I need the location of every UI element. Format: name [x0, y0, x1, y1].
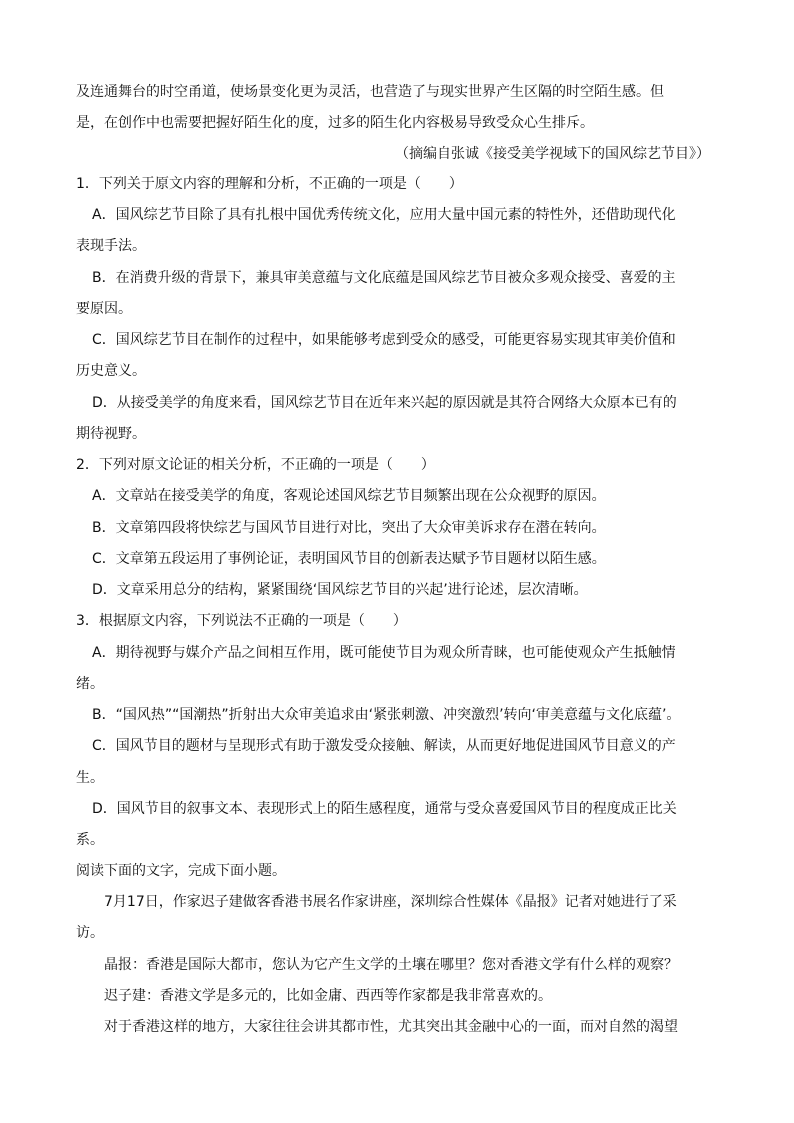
passage-line: 是，在创作中也需要把握好陌生化的度，过多的陌生化内容极易导致受众心生排斥。 [76, 115, 594, 131]
question-1-option-c: C．国风综艺节目在制作的过程中，如果能够考虑到受众的感受，可能更容易实现其审美价值和 [92, 332, 676, 348]
interview-paragraph: 对于香港这样的地方，大家往往会讲其都市性，尤其突出其金融中心的一面，而对自然的渴望 [104, 1019, 678, 1035]
question-1-option-a-cont: 表现手法。 [76, 238, 146, 254]
question-1-option-d: D．从接受美学的角度来看，国风综艺节目在近年来兴起的原因就是其符合网络大众原本已有的 [92, 395, 677, 411]
reading-instruction: 阅读下面的文字，完成下面小题。 [76, 863, 286, 879]
interview-intro-cont: 访。 [76, 925, 104, 941]
question-1-option-c-cont: 历史意义。 [76, 363, 146, 379]
question-3-option-c-cont: 生。 [76, 770, 104, 786]
passage-line: 及连通舞台的时空甬道，使场景变化更为灵活，也营造了与现实世界产生区隔的时空陌生感。但 [76, 84, 664, 100]
question-2-option-c: C．文章第五段运用了事例论证，表明国风节目的创新表达赋予节目题材以陌生感。 [92, 551, 606, 567]
question-3-option-d: D．国风节目的叙事文本、表现形式上的陌生感程度，通常与受众喜爱国风节目的程度成正比关 [92, 801, 677, 817]
interview-answer: 迟子建：香港文学是多元的，比如金庸、西西等作家都是我非常喜欢的。 [104, 988, 552, 1004]
question-1-option-d-cont: 期待视野。 [76, 426, 146, 442]
question-1-stem: 1．下列关于原文内容的理解和分析，不正确的一项是（ ） [76, 176, 463, 192]
question-3-option-b: B．“国风热”“国潮热”折射出大众审美追求由‘紧张刺激、冲突激烈’转向‘审美意蕴与文化底蕴’。 [92, 707, 681, 723]
question-1-option-b-cont: 要原因。 [76, 301, 132, 317]
question-2-stem: 2．下列对原文论证的相关分析，不正确的一项是（ ） [76, 457, 435, 473]
question-3-option-d-cont: 系。 [76, 832, 104, 848]
interview-intro: 7月17日，作家迟子建做客香港书展名作家讲座，深圳综合性媒体《晶报》记者对她进行了采 [104, 894, 677, 910]
interview-question: 晶报：香港是国际大都市，您认为它产生文学的土壤在哪里？您对香港文学有什么样的观察？ [104, 957, 678, 973]
question-3-stem: 3．根据原文内容，下列说法不正确的一项是（ ） [76, 613, 407, 629]
question-1-option-a: A．国风综艺节目除了具有扎根中国优秀传统文化，应用大量中国元素的特性外，还借助现代化 [92, 207, 676, 223]
question-3-option-c: C．国风节目的题材与呈现形式有助于激发受众接触、解读，从而更好地促进国风节目意义的产 [92, 738, 676, 754]
question-2-option-a: A．文章站在接受美学的角度，客观论述国风综艺节目频繁出现在公众视野的原因。 [92, 488, 606, 504]
question-3-option-a-cont: 绪。 [76, 676, 104, 692]
question-1-option-b: B．在消费升级的背景下，兼具审美意蕴与文化底蕴是国风综艺节目被众多观众接受、喜爱的主 [92, 270, 676, 286]
question-2-option-d: D．文章采用总分的结构，紧紧围绕‘国风综艺节目的兴起’进行论述，层次清晰。 [92, 582, 588, 598]
question-2-option-b: B．文章第四段将快综艺与国风节目进行对比，突出了大众审美诉求存在潜在转向。 [92, 520, 606, 536]
source-citation: （摘编自张诚《接受美学视域下的国风综艺节目》） [395, 146, 710, 162]
question-3-option-a: A．期待视野与媒介产品之间相互作用，既可能使节目为观众所青睐，也可能使观众产生抵触情 [92, 645, 676, 661]
